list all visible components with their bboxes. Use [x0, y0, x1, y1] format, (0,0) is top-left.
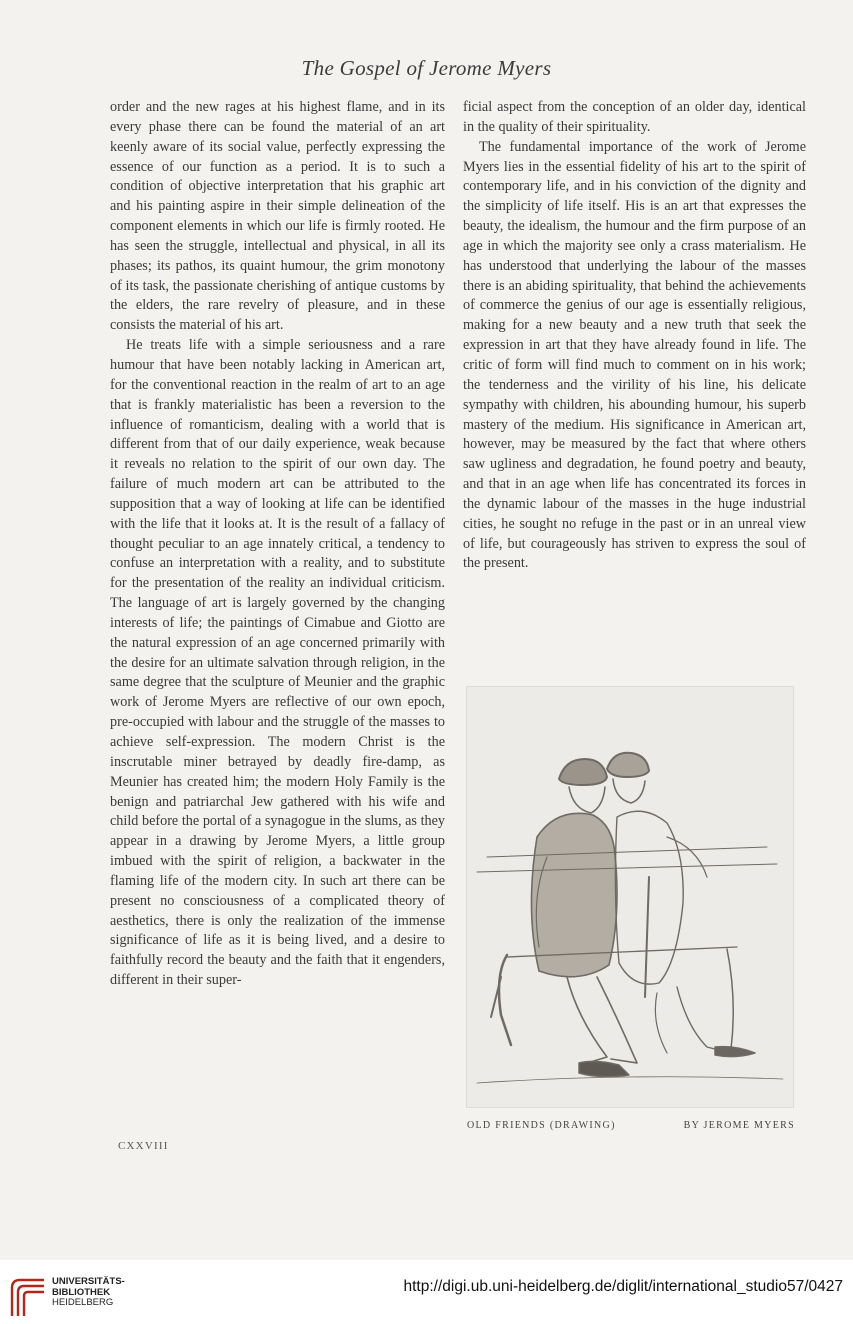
figure-caption-artist: BY JEROME MYERS: [683, 1120, 795, 1131]
page-number: CXXVIII: [118, 1140, 169, 1152]
library-name-line-2: BIBLIOTHEK: [52, 1286, 111, 1298]
right-paragraph-1: ficial aspect from the conception of an older day, identical in the quality of their spirituality.: [463, 99, 806, 135]
digitization-footer: [0, 1260, 853, 1324]
library-logo-icon: [8, 1276, 48, 1320]
old-friends-drawing: [467, 687, 793, 1107]
right-column: [463, 98, 806, 574]
left-column: [110, 98, 445, 991]
source-url-link[interactable]: http://digi.ub.uni-heidelberg.de/diglit/international_studio57/0427: [403, 1278, 843, 1295]
figure-caption-title: OLD FRIENDS (DRAWING): [467, 1120, 616, 1131]
left-paragraph-1: order and the new rages at his highest flame, and in its every phase there can be found the material of an art keenly aware of its social value, perfectly expressing the essence of our function as a period. It is to such a condition of objective interpretation that his graphic art and his painting aspire in their simple delineation of the component elements in which our life is firmly rooted. He has seen the struggle, intellectual and physical, in all its phases; its pathos, its quaint humour, the grim monotony of its task, the passionate cherishing of antique customs by the elders, the rare revelry of pleasure, and in these consists the material of his art.: [110, 99, 445, 334]
right-paragraph-2: The fundamental importance of the work of Jerome Myers lies in the essential fidelity of his art to the spirit of contemporary life, and in his conviction of the dignity and the simplicity of life itself. His is an art that expresses the beauty, the idealism, the humour and the firm purpose of an age in which the majority see only a crass materialism. He has understood that underlying the labour of the masses there is an abiding spirituality, that behind the achievements of commerce the genius of our age is essentially religious, making for a new beauty and a new truth that seek the expression in art that they have already found in life. The critic of form will find much to comment on in his work; the tenderness and the virility of his line, his delicate sympathy with children, his abounding humour, his superb mastery of the medium. His significance in American art, however, may be measured by the fact that where others saw ugliness and degradation, he found poetry and beauty, and that in an age when life has concentrated its forces in the dynamic labour of the masses in the huge industrial cities, he sought no refuge in the past or in an unreal view of life, but courageously has striven to express the soul of the present.: [463, 138, 806, 572]
page-title: The Gospel of Jerome Myers: [301, 56, 552, 80]
library-name: [52, 1277, 125, 1309]
drawing-illustration: [466, 686, 794, 1108]
left-paragraph-2: He treats life with a simple seriousness and a rare humour that have been notably lacking in American art, for the conventional reaction in the realm of art to an age that is frankly materialistic has been a reversion to the influence of romanticism, dealing with a world that is different from that of our daily experience, weak because it reveals no relation to the spirit of our own day. The failure of much modern art can be attributed to the supposition that a way of looking at life can be identified with the life that it looks at. It is the result of a fallacy of thought peculiar to an age innately critical, a tendency to confuse an interpretation with a reality, and to substitute for the presentation of the reality an individual criticism. The language of art is largely governed by the changing interests of life; the paintings of Cimabue and Giotto are the natural expression of an age concerned primarily with the desire for an ultimate salvation through religion, in the same degree that the sculpture of Meunier and the graphic work of Jerome Myers are reflective of our own epoch, pre-occupied with labour and the struggle of the masses to achieve self-expression. The modern Christ is the inscrutable miner betrayed by deadly fire-damp, as Meunier has created him; the modern Holy Family is the benign and patriarchal Jew gathered with his wife and child before the portal of a synagogue in the slums, as they appear in a drawing by Jerome Myers, a little group imbued with the spirit of religion, a backwater in the flaming life of the modern city. In such art there can be present no consciousness of a complicated theory of aesthetics, there is only the realization of the immense significance of life as it is being lived, and a desire to faithfully record the beauty and the faith that it engenders, different in their super-: [110, 337, 445, 989]
library-name-line-3: HEIDELBERG: [52, 1297, 114, 1308]
library-name-line-1: UNIVERSITÄTS-: [52, 1276, 125, 1287]
